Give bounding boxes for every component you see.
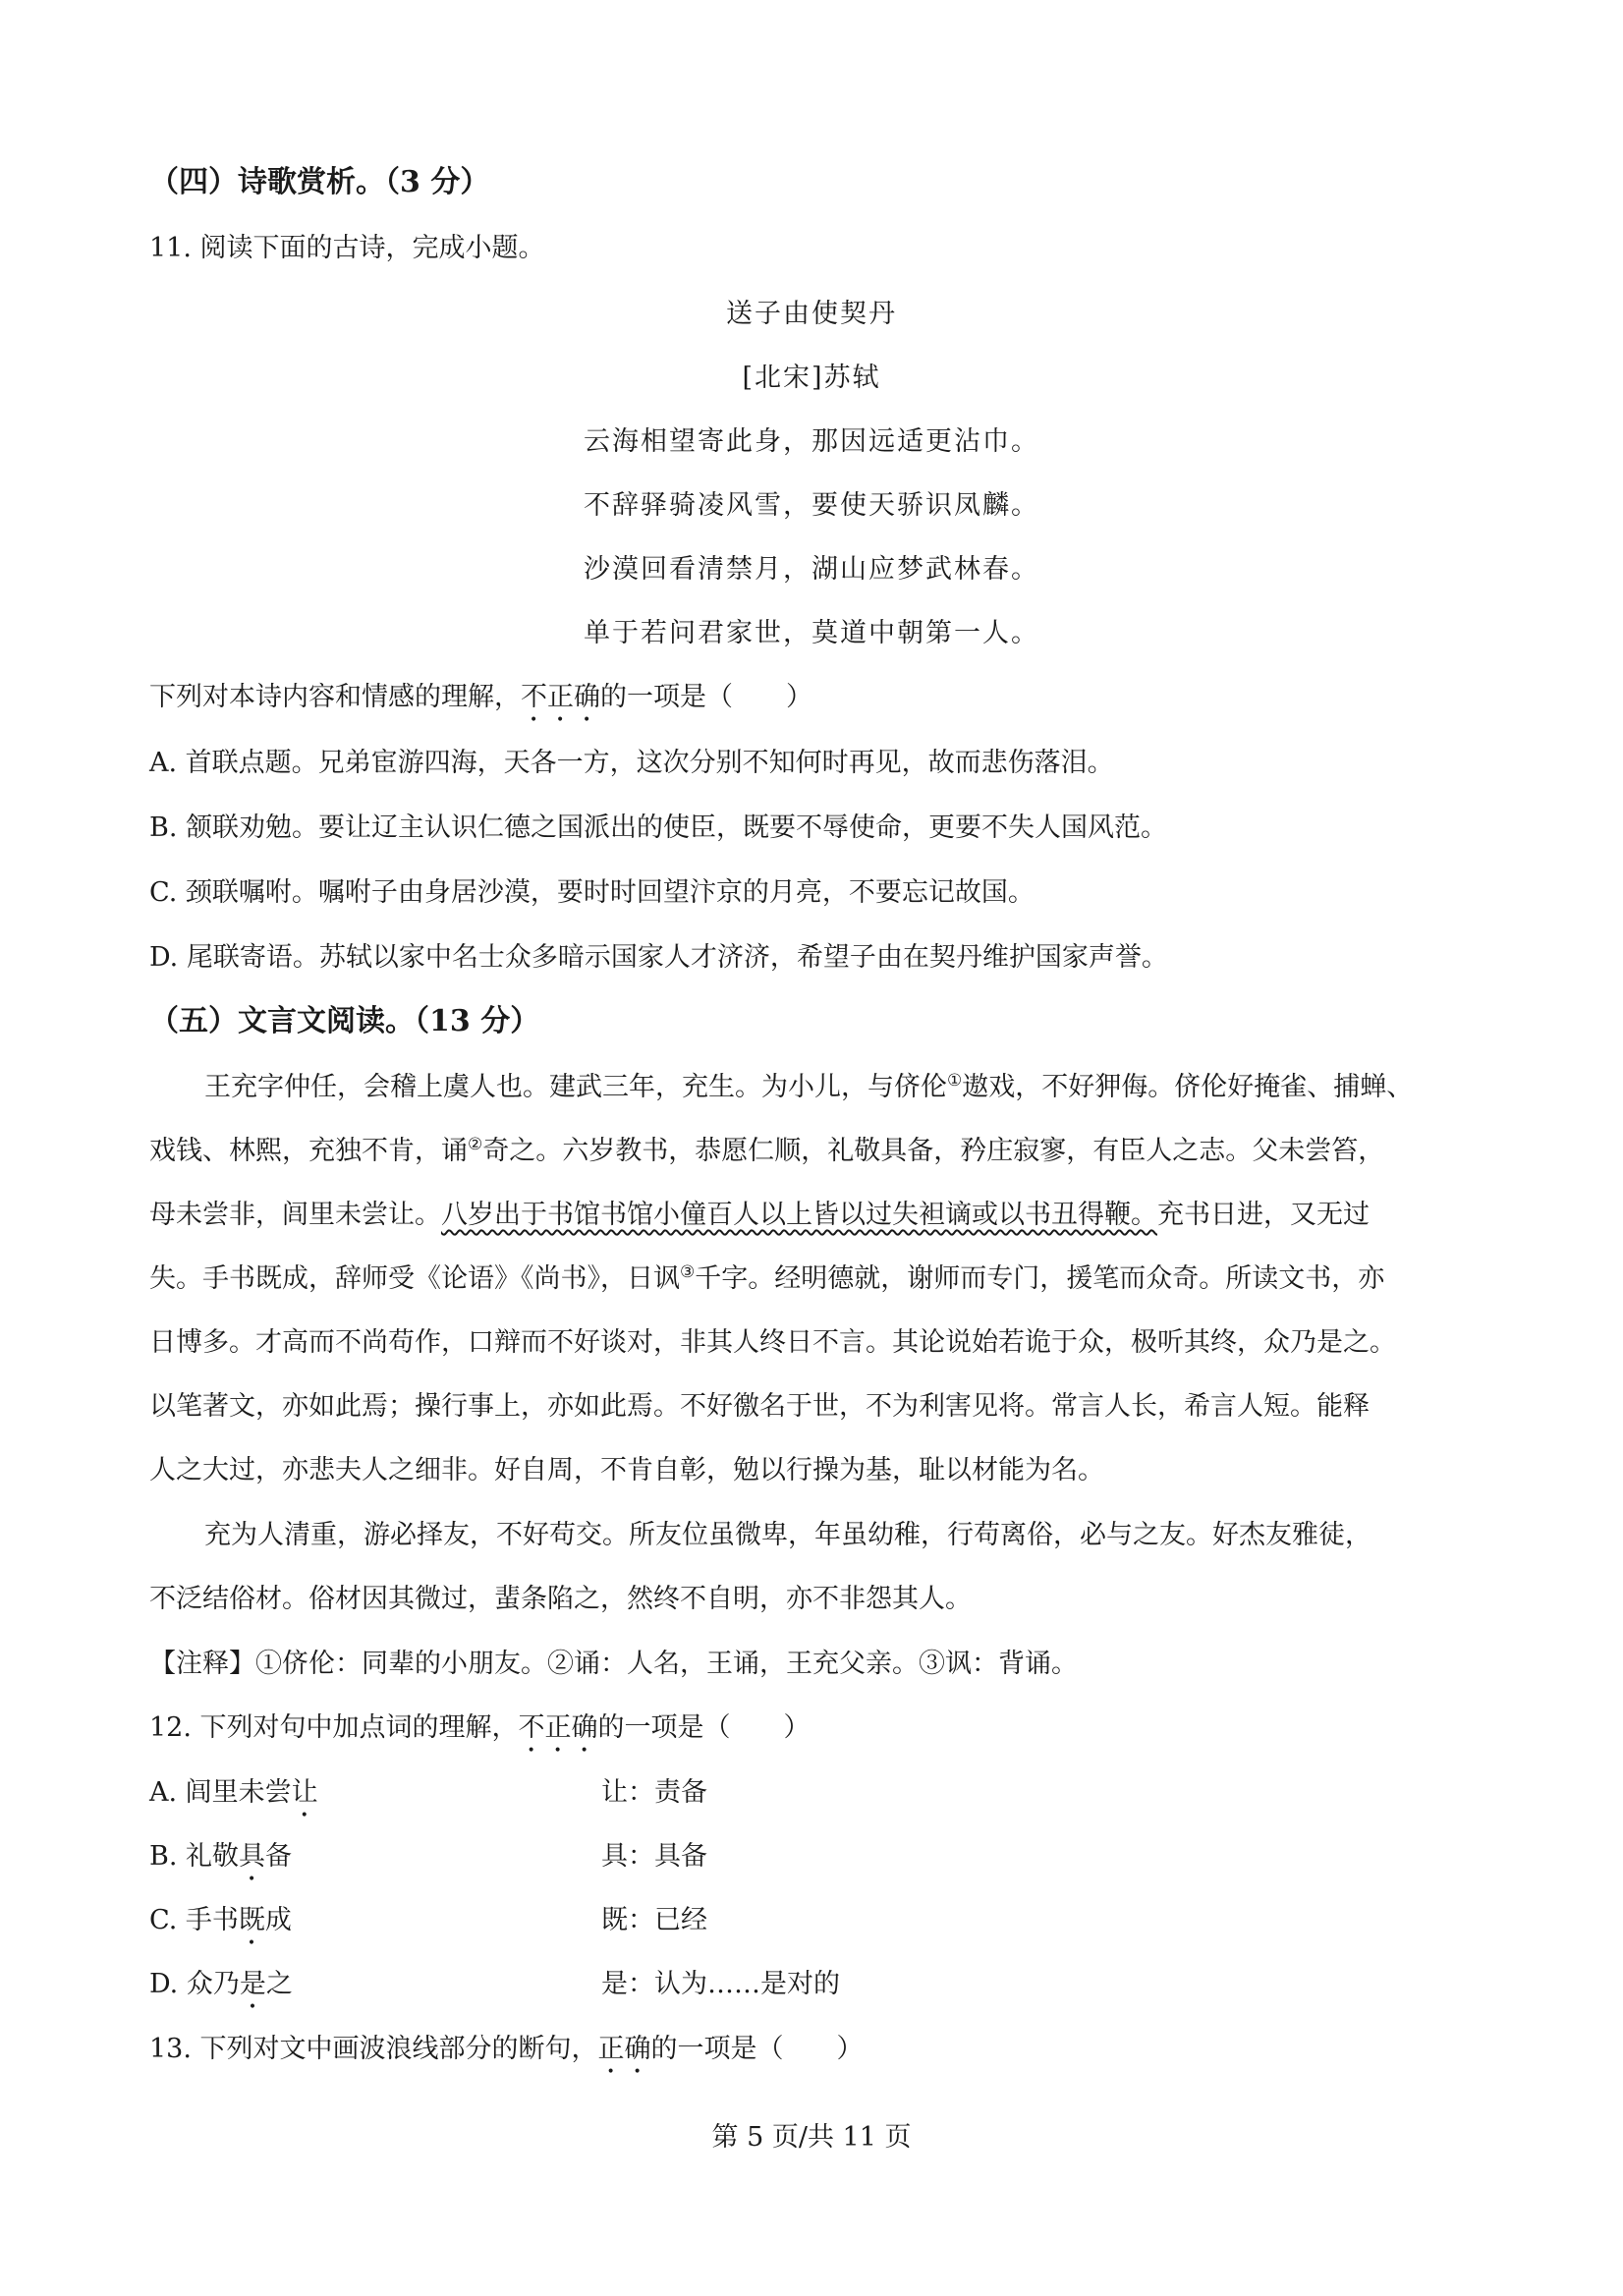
q12-option-d — [149, 1965, 1476, 2015]
passage-line-3 — [149, 1196, 1476, 1235]
option-gloss: 具：具备 — [601, 1841, 707, 1872]
q11-question-pre: 下列对本诗内容和情感的理解， — [149, 682, 521, 712]
q11-option-b: B. 颔联劝勉。要让辽主认识仁德之国派出的使臣，既要不辱使命，更要不失人国风范。 — [149, 812, 1168, 843]
option-dotted-word: 既 — [238, 1905, 265, 1935]
passage-p2-line-2: 不泛结俗材。俗材因其微过，蜚条陷之，然终不自明，亦不非怨其人。 — [149, 1584, 972, 1614]
q12-question-post: 的一项是（ ） — [597, 1712, 811, 1743]
passage-text: 母未尝非，闾里未尝让。 — [149, 1200, 441, 1230]
option-gloss: 让：责备 — [601, 1777, 707, 1808]
option-text: 成 — [264, 1905, 292, 1935]
footnote-marker-3: ③ — [680, 1262, 696, 1282]
wavy-underlined-sentence: 八岁出于书馆书馆小僮百人以上皆以过失袒谪或以书丑得鞭。 — [441, 1200, 1157, 1230]
q12-question-pre: 12. 下列对句中加点词的理解， — [149, 1712, 519, 1743]
section5-title: （五）文言文阅读。（13 分） — [149, 1004, 540, 1038]
passage-text: 奇之。六岁教书，恭愿仁顺，礼敬具备，矜庄寂寥，有臣人之志。父未尝笞， — [482, 1136, 1385, 1166]
option-gloss: 既：已经 — [601, 1905, 707, 1935]
q11-question — [149, 678, 1476, 728]
option-text: D. 众乃 — [149, 1969, 240, 1999]
option-dotted-word: 是 — [239, 1969, 266, 1999]
q11-option-c: C. 颈联嘱咐。嘱咐子由身居沙漠，要时时回望汴京的月亮，不要忘记故国。 — [149, 877, 1035, 908]
passage-line-4 — [149, 1260, 1476, 1299]
annotation-notes: 【注释】①侪伦：同辈的小朋友。②诵：人名，王诵，王充父亲。③讽：背诵。 — [149, 1649, 1078, 1679]
option-gloss: 是：认为……是对的 — [601, 1969, 840, 1999]
q13-question-post: 的一项是（ ） — [650, 2034, 864, 2064]
option-text: B. 礼敬 — [149, 1841, 240, 1872]
q12-question — [149, 1708, 1476, 1759]
option-text: C. 手书 — [149, 1905, 239, 1935]
passage-text: 遨戏，不好狎侮。侪伦好掩雀、捕蝉、 — [962, 1072, 1414, 1102]
passage-text: 失。手书既成，辞师受《论语》《尚书》，日讽 — [149, 1263, 680, 1294]
q13-question-emphasis: 正确 — [597, 2034, 651, 2064]
q11-intro: 11. 阅读下面的古诗，完成小题。 — [149, 233, 545, 263]
q11-option-d: D. 尾联寄语。苏轼以家中名士众多暗示国家人才济济，希望子由在契丹维护国家声誉。 — [149, 942, 1168, 973]
passage-text: 千字。经明德就，谢师而专门，援笔而众奇。所读文书，亦 — [695, 1263, 1385, 1294]
q11-option-a: A. 首联点题。兄弟宦游四海，天各一方，这次分别不知何时再见，故而悲伤落泪。 — [149, 748, 1114, 778]
page-footer: 第 5 页/共 11 页 — [711, 2122, 912, 2153]
option-text: A. 闾里未尝 — [149, 1777, 292, 1808]
poem-title: 送子由使契丹 — [726, 299, 897, 329]
poem-line-1: 云海相望寄此身，那因远适更沾巾。 — [584, 426, 1039, 457]
passage-line-7: 人之大过，亦悲夫人之细非。好自周，不肯自彰，勉以行操为基，耻以材能为名。 — [149, 1455, 1104, 1485]
footnote-marker-1: ① — [947, 1071, 963, 1091]
q11-question-post: 的一项是（ ） — [600, 682, 812, 712]
passage-p2-line-1: 充为人清重，游必择友，不好苟交。所友位虽微卑，年虽幼稚，行苟离俗，必与之友。好杰友雅徒， — [204, 1520, 1371, 1550]
footnote-marker-2: ② — [468, 1135, 483, 1154]
q12-question-emphasis: 不正确 — [518, 1712, 598, 1743]
q12-option-a — [149, 1773, 1476, 1823]
poem-author: [北宋]苏轼 — [742, 363, 881, 393]
q11-question-emphasis: 不正确 — [521, 682, 600, 712]
poem-line-4: 单于若问君家世，莫道中朝第一人。 — [584, 618, 1039, 648]
option-dotted-word: 让 — [291, 1777, 318, 1808]
q12-option-b — [149, 1837, 1476, 1887]
q12-option-c — [149, 1901, 1476, 1951]
q13-question — [149, 2030, 1476, 2080]
passage-line-2 — [149, 1132, 1476, 1171]
passage-text: 王充字仲任，会稽上虞人也。建武三年，充生。为小儿，与侪伦 — [204, 1072, 947, 1102]
section4-title: （四）诗歌赏析。（3 分） — [149, 165, 490, 199]
passage-line-1 — [204, 1068, 1476, 1107]
passage-line-6: 以笔著文，亦如此焉；操行事上，亦如此焉。不好徼名于世，不为利害见将。常言人长，希言人短。能释 — [149, 1391, 1370, 1422]
passage-text: 戏钱、林熙，充独不肯，诵 — [149, 1136, 468, 1166]
passage-text: 充书日进，又无过 — [1157, 1200, 1370, 1230]
poem-line-3: 沙漠回看清禁月，湖山应梦武林春。 — [584, 554, 1039, 585]
option-text: 备 — [265, 1841, 293, 1872]
poem-line-2: 不辞驿骑凌风雪，要使天骄识凤麟。 — [584, 490, 1039, 521]
option-dotted-word: 具 — [239, 1841, 266, 1872]
passage-line-5: 日博多。才高而不尚苟作，口辩而不好谈对，非其人终日不言。其论说始若诡于众，极听其终，众乃是之。 — [149, 1327, 1396, 1358]
q13-question-pre: 13. 下列对文中画波浪线部分的断句， — [149, 2034, 598, 2064]
option-text: 之 — [265, 1969, 293, 1999]
